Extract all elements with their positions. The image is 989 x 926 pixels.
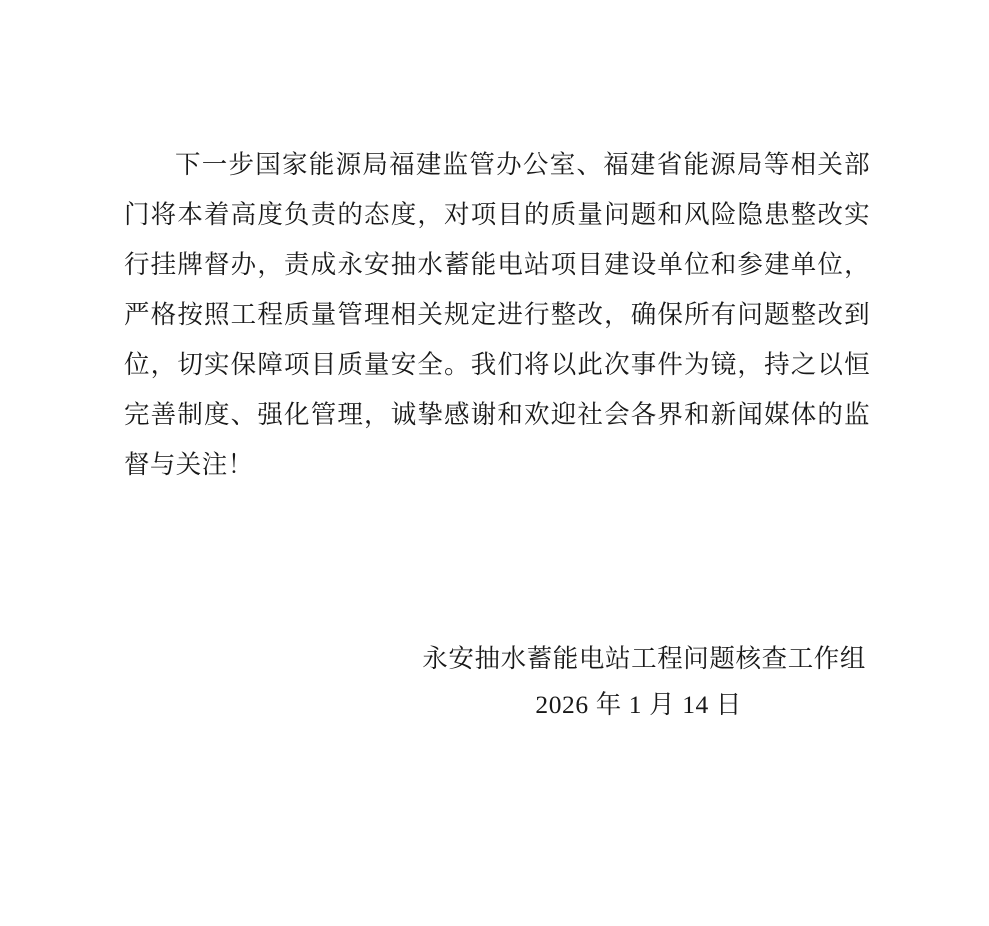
body-paragraph: 下一步国家能源局福建监管办公室、福建省能源局等相关部门将本着高度负责的态度，对项目的质量问题和风险隐患整改实行挂牌督办，责成永安抽水蓄能电站项目建设单位和参建单位，严格按照工程质量管理相关规定进行整改，确保所有问题整改到位，切实保障项目质量安全。我们将以此次事件为镜，持之以恒完善制度、强化管理，诚挚感谢和欢迎社会各界和新闻媒体的监督与关注！ (124, 150, 870, 479)
signature-organization: 永安抽水蓄能电站工程问题核查工作组 (422, 644, 866, 673)
signature-date: 2026 年 1 月 14 日 (535, 690, 742, 719)
signature-block (124, 636, 870, 728)
document-body (124, 140, 870, 490)
